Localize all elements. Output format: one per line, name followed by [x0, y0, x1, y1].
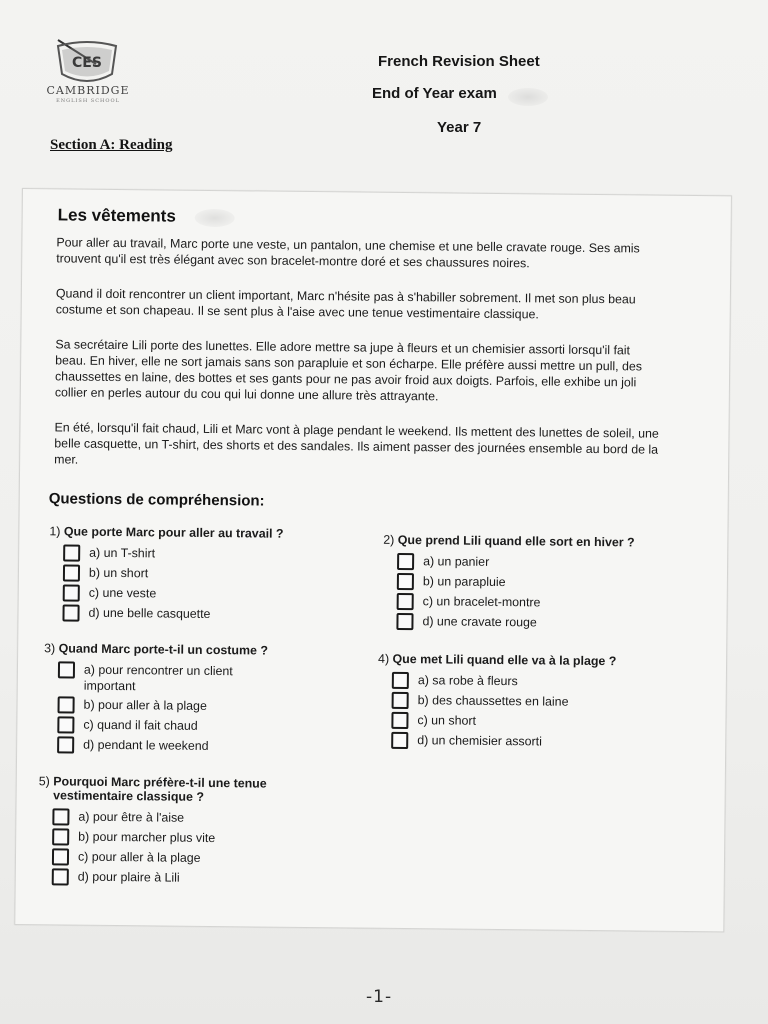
option-label: d) un chemisier assorti	[417, 733, 542, 749]
option-label: d) une belle casquette	[88, 605, 211, 621]
question-text: Que porte Marc pour aller au travail ?	[63, 524, 284, 541]
ink-smudge	[195, 209, 235, 227]
reading-paragraph: Quand il doit rencontrer un client important, Marc n'hésite pas à s'habiller sobrement. Il met son plus beau costume et son chapeau. Il se sent plus à l'aise avec une tenue vestimentaire classique.	[55, 286, 636, 322]
option-label: b) pour marcher plus vite	[78, 829, 216, 846]
section-heading: Section A: Reading	[50, 137, 173, 153]
crest-letters: CES	[72, 55, 102, 71]
checkbox[interactable]	[52, 808, 69, 825]
checkbox[interactable]	[62, 604, 79, 621]
logo-subtext: ENGLISH SCHOOL	[56, 98, 120, 104]
answer-option[interactable]	[57, 736, 343, 759]
year-label: Year 7	[437, 119, 482, 136]
question-text: Que prend Lili quand elle sort en hiver ?	[397, 532, 635, 550]
question-3	[43, 641, 344, 759]
reading-paragraph: Pour aller au travail, Marc porte une veste, un pantalon, une chemise et une belle cravate rouge. Ses amis trouvent qu'il est très élégant avec son bracelet-montre doré et ses chaussures noires.	[56, 235, 640, 271]
question-4	[377, 652, 698, 755]
option-label: c) quand il fait chaud	[83, 717, 198, 733]
checkbox[interactable]	[397, 573, 414, 590]
option-label: d) une cravate rouge	[422, 614, 537, 630]
reading-paragraph: En été, lorsqu'il fait chaud, Lili et Marc vont à plage pendant le weekend. Ils mettent des lunettes de soleil, une belle casquette, un T-shirt, des shorts et des sandales. Ils aiment passer des journées ensemble au bord de la mer.	[54, 420, 659, 467]
checkbox[interactable]	[392, 692, 409, 709]
option-label: b) un short	[88, 565, 149, 581]
reading-title: Les vêtements	[57, 205, 176, 226]
sheet-title: French Revision Sheet	[378, 53, 540, 70]
answer-option[interactable]	[58, 661, 344, 699]
option-label: b) pour aller à la plage	[83, 697, 207, 713]
option-label: c) un bracelet-montre	[422, 594, 541, 610]
option-label: b) un parapluie	[422, 574, 506, 590]
reading-paragraph: Sa secrétaire Lili porte des lunettes. Elle adore mettre sa jupe à fleurs et un chemisier assorti lorsqu'il fait beau. En hiver, elle ne sort jamais sans son parapluie et son écharpe. Elle préfère aussi mettre un pull, des chaussettes en laine, des bottes et ses gants pour ne pas avoir froid aux doigts. Parfois, elle exhibe un joli collier en perles autour du cou qui lui donne une allure très attrayante.	[54, 337, 643, 404]
checkbox[interactable]	[57, 716, 74, 733]
option-label: b) des chaussettes en laine	[417, 693, 569, 709]
option-label: a) pour être à l'aise	[78, 809, 185, 825]
question-number: 3)	[44, 641, 56, 656]
checkbox[interactable]	[397, 593, 414, 610]
logo-text: CAMBRIDGE	[46, 84, 130, 97]
checkbox[interactable]	[58, 696, 75, 713]
question-text: Quand Marc porte-t-il un costume ?	[58, 641, 269, 658]
question-text: Que met Lili quand elle va à la plage ?	[392, 651, 617, 669]
answer-option[interactable]	[62, 604, 348, 627]
checkbox[interactable]	[391, 712, 408, 729]
school-logo	[28, 22, 148, 104]
question-number: 4)	[378, 651, 390, 666]
option-label: c) pour aller à la plage	[77, 849, 201, 865]
option-label: d) pour plaire à Lili	[77, 869, 180, 885]
crest-icon	[52, 40, 122, 86]
questions-heading: Questions de compréhension:	[48, 490, 265, 510]
question-number: 2)	[383, 532, 395, 547]
question-1	[48, 524, 349, 627]
checkbox[interactable]	[391, 732, 408, 749]
checkbox[interactable]	[63, 544, 80, 561]
question-text: Pourquoi Marc préfère-t-il une tenue vestimentaire classique ?	[53, 774, 267, 804]
question-number: 5)	[38, 774, 50, 789]
answer-option[interactable]	[396, 613, 702, 636]
option-label: a) sa robe à fleurs	[417, 673, 518, 689]
checkbox[interactable]	[396, 613, 413, 630]
checkbox[interactable]	[392, 672, 409, 689]
exam-label: End of Year exam	[372, 85, 497, 102]
checkbox[interactable]	[52, 828, 69, 845]
answer-option[interactable]	[52, 868, 338, 891]
checkbox[interactable]	[57, 736, 74, 753]
page-number: -1-	[366, 987, 393, 1007]
reading-box	[14, 188, 732, 932]
question-2	[382, 533, 703, 636]
checkbox[interactable]	[63, 584, 80, 601]
option-label: c) un short	[417, 713, 477, 728]
option-label: c) une veste	[88, 585, 157, 601]
checkbox[interactable]	[63, 564, 80, 581]
checkbox[interactable]	[52, 848, 69, 865]
option-label: d) pendant le weekend	[83, 737, 209, 753]
option-label: a) pour rencontrer un client important	[83, 662, 233, 694]
question-number: 1)	[49, 524, 61, 539]
answer-option[interactable]	[391, 732, 697, 755]
checkbox[interactable]	[397, 553, 414, 570]
checkbox[interactable]	[58, 661, 75, 678]
checkbox[interactable]	[52, 868, 69, 885]
ink-smudge	[508, 88, 548, 106]
option-label: a) un T-shirt	[89, 545, 156, 561]
question-5	[38, 774, 339, 891]
option-label: a) un panier	[423, 554, 490, 569]
